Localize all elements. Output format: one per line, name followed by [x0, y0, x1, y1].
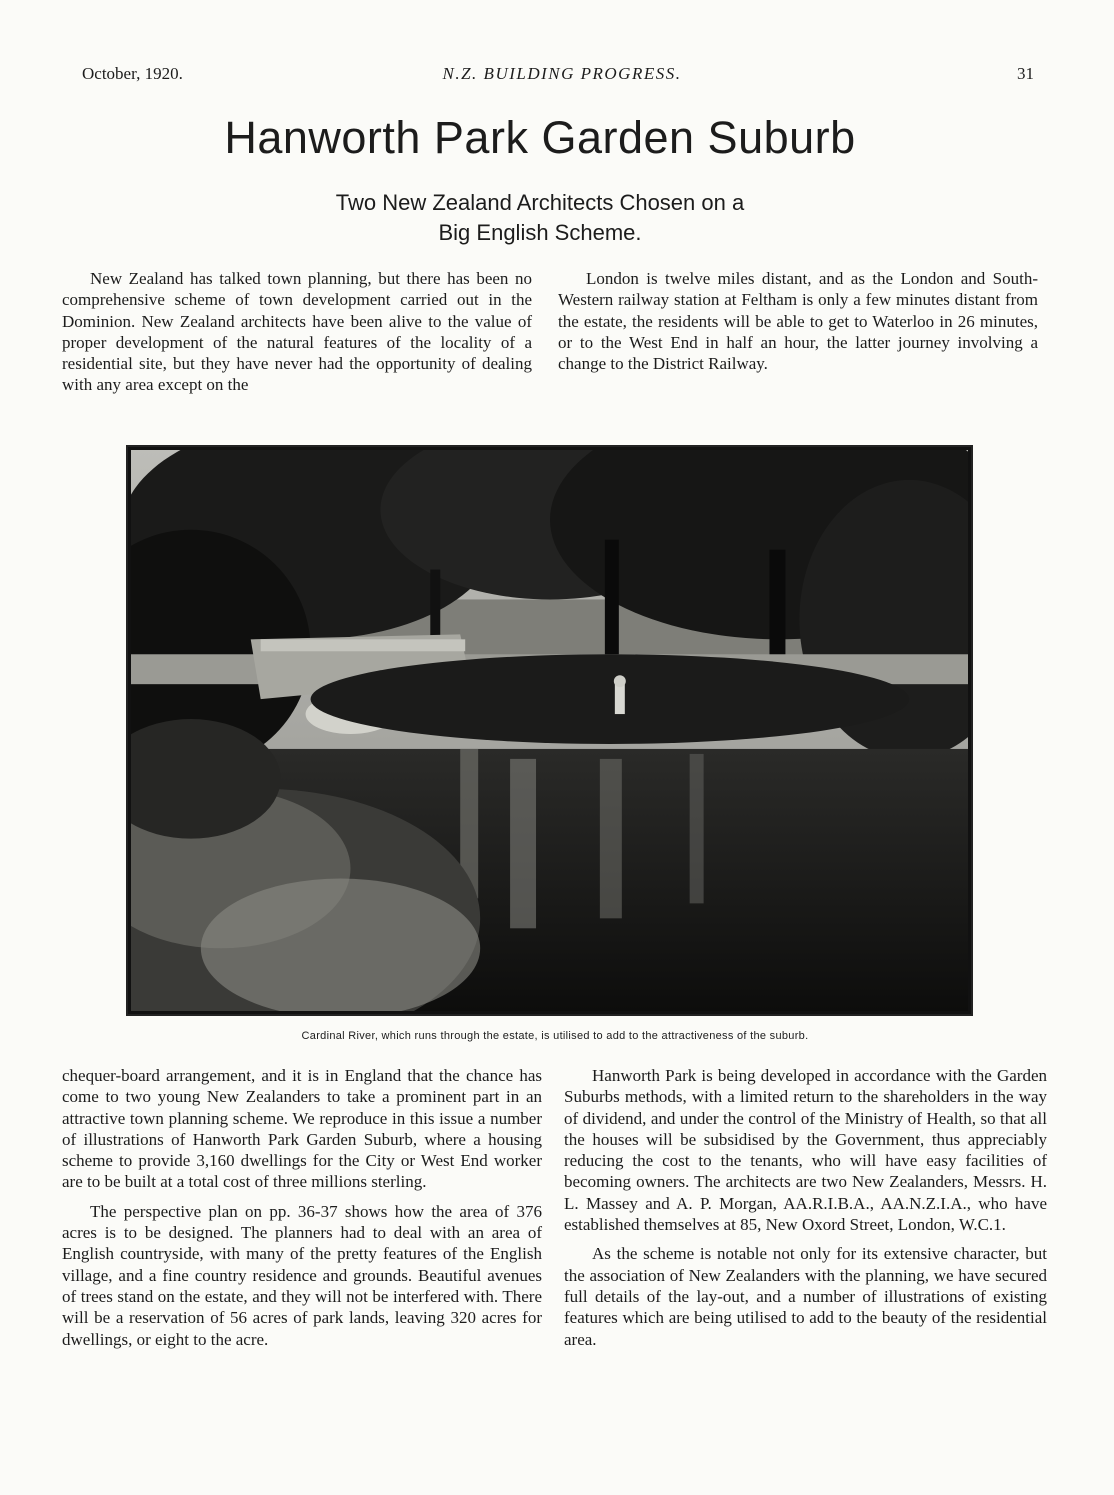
- column-2-top: [558, 268, 1038, 374]
- journal-title: N.Z. BUILDING PROGRESS.: [442, 64, 682, 83]
- paragraph: Hanworth Park is being developed in accordance with the Garden Suburbs methods, with a limited return to the shareholders in the way of dividend, and under the control of the Ministry of Health, so that all the houses will be subsidised by the Government, thus appreciably reducing the cost to the tenants, who will have easy facilities of becoming owners. The architects are two New Zealanders, Messrs. H. L. Massey and A. P. Morgan, AA.R.I.B.A., AA.N.Z.I.A., who have established themselves at 85, New Oxord Street, London, W.C.1.: [564, 1066, 1047, 1235]
- paragraph: The perspective plan on pp. 36-37 shows how the area of 376 acres is to be designed. The planners had to deal with an area of English countryside, with many of the pretty features of the English village, and a fine country residence and grounds. Beautiful avenues of trees stand on the estate, and they will not be interfered with. There will be a reservation of 56 acres of park lands, leaving 320 acres for dwellings, or eight to the acre.: [62, 1201, 542, 1349]
- article-subtitle: [0, 188, 1080, 248]
- page-header: [82, 64, 1042, 90]
- column-1-bottom: [62, 1065, 542, 1350]
- paragraph: London is twelve miles distant, and as the London and South-Western railway station at Feltham is only a few minutes distant from the estate, the residents will be able to get to Waterloo in 26 minutes, or to the West End in half an hour, the latter journey involving a change to the District Railway.: [558, 269, 1038, 374]
- river-photo-illustration: [131, 450, 968, 1011]
- page-number: 31: [1017, 64, 1034, 83]
- subtitle-line-1: Two New Zealand Architects Chosen on a: [335, 190, 745, 215]
- paragraph: As the scheme is notable not only for its extensive character, but the association of New Zealanders with the planning, we have secured full details of the lay-out, and a number of illustrations of existing features which are being utilised to add to the beauty of the residential area.: [564, 1244, 1047, 1349]
- paragraph: chequer-board arrangement, and it is in England that the chance has come to two young New Zealanders to take a prominent part in an attractive town planning scheme. We reproduce in this issue a number of illustrations of Hanworth Park Garden Suburb, where a housing scheme to provide 3,160 dwellings for the City or West End worker are to be built at a total cost of three millions sterling.: [62, 1066, 542, 1192]
- photo-caption: Cardinal River, which runs through the estate, is utilised to add to the attractiveness of the suburb.: [301, 1030, 809, 1042]
- river-photo: [126, 445, 973, 1016]
- article-title: Hanworth Park Garden Suburb: [224, 112, 856, 163]
- column-2-bottom: [564, 1065, 1047, 1350]
- column-1-top: [62, 268, 532, 396]
- issue-date: October, 1920.: [82, 64, 183, 83]
- paragraph: New Zealand has talked town planning, but there has been no comprehensive scheme of town development carried out in the Dominion. New Zealand architects have been alive to the value of proper development of the natural features of the locality of a residential site, but they have never had the opportunity of dealing with any area except on the: [62, 269, 532, 395]
- subtitle-line-2: Big English Scheme.: [438, 220, 642, 245]
